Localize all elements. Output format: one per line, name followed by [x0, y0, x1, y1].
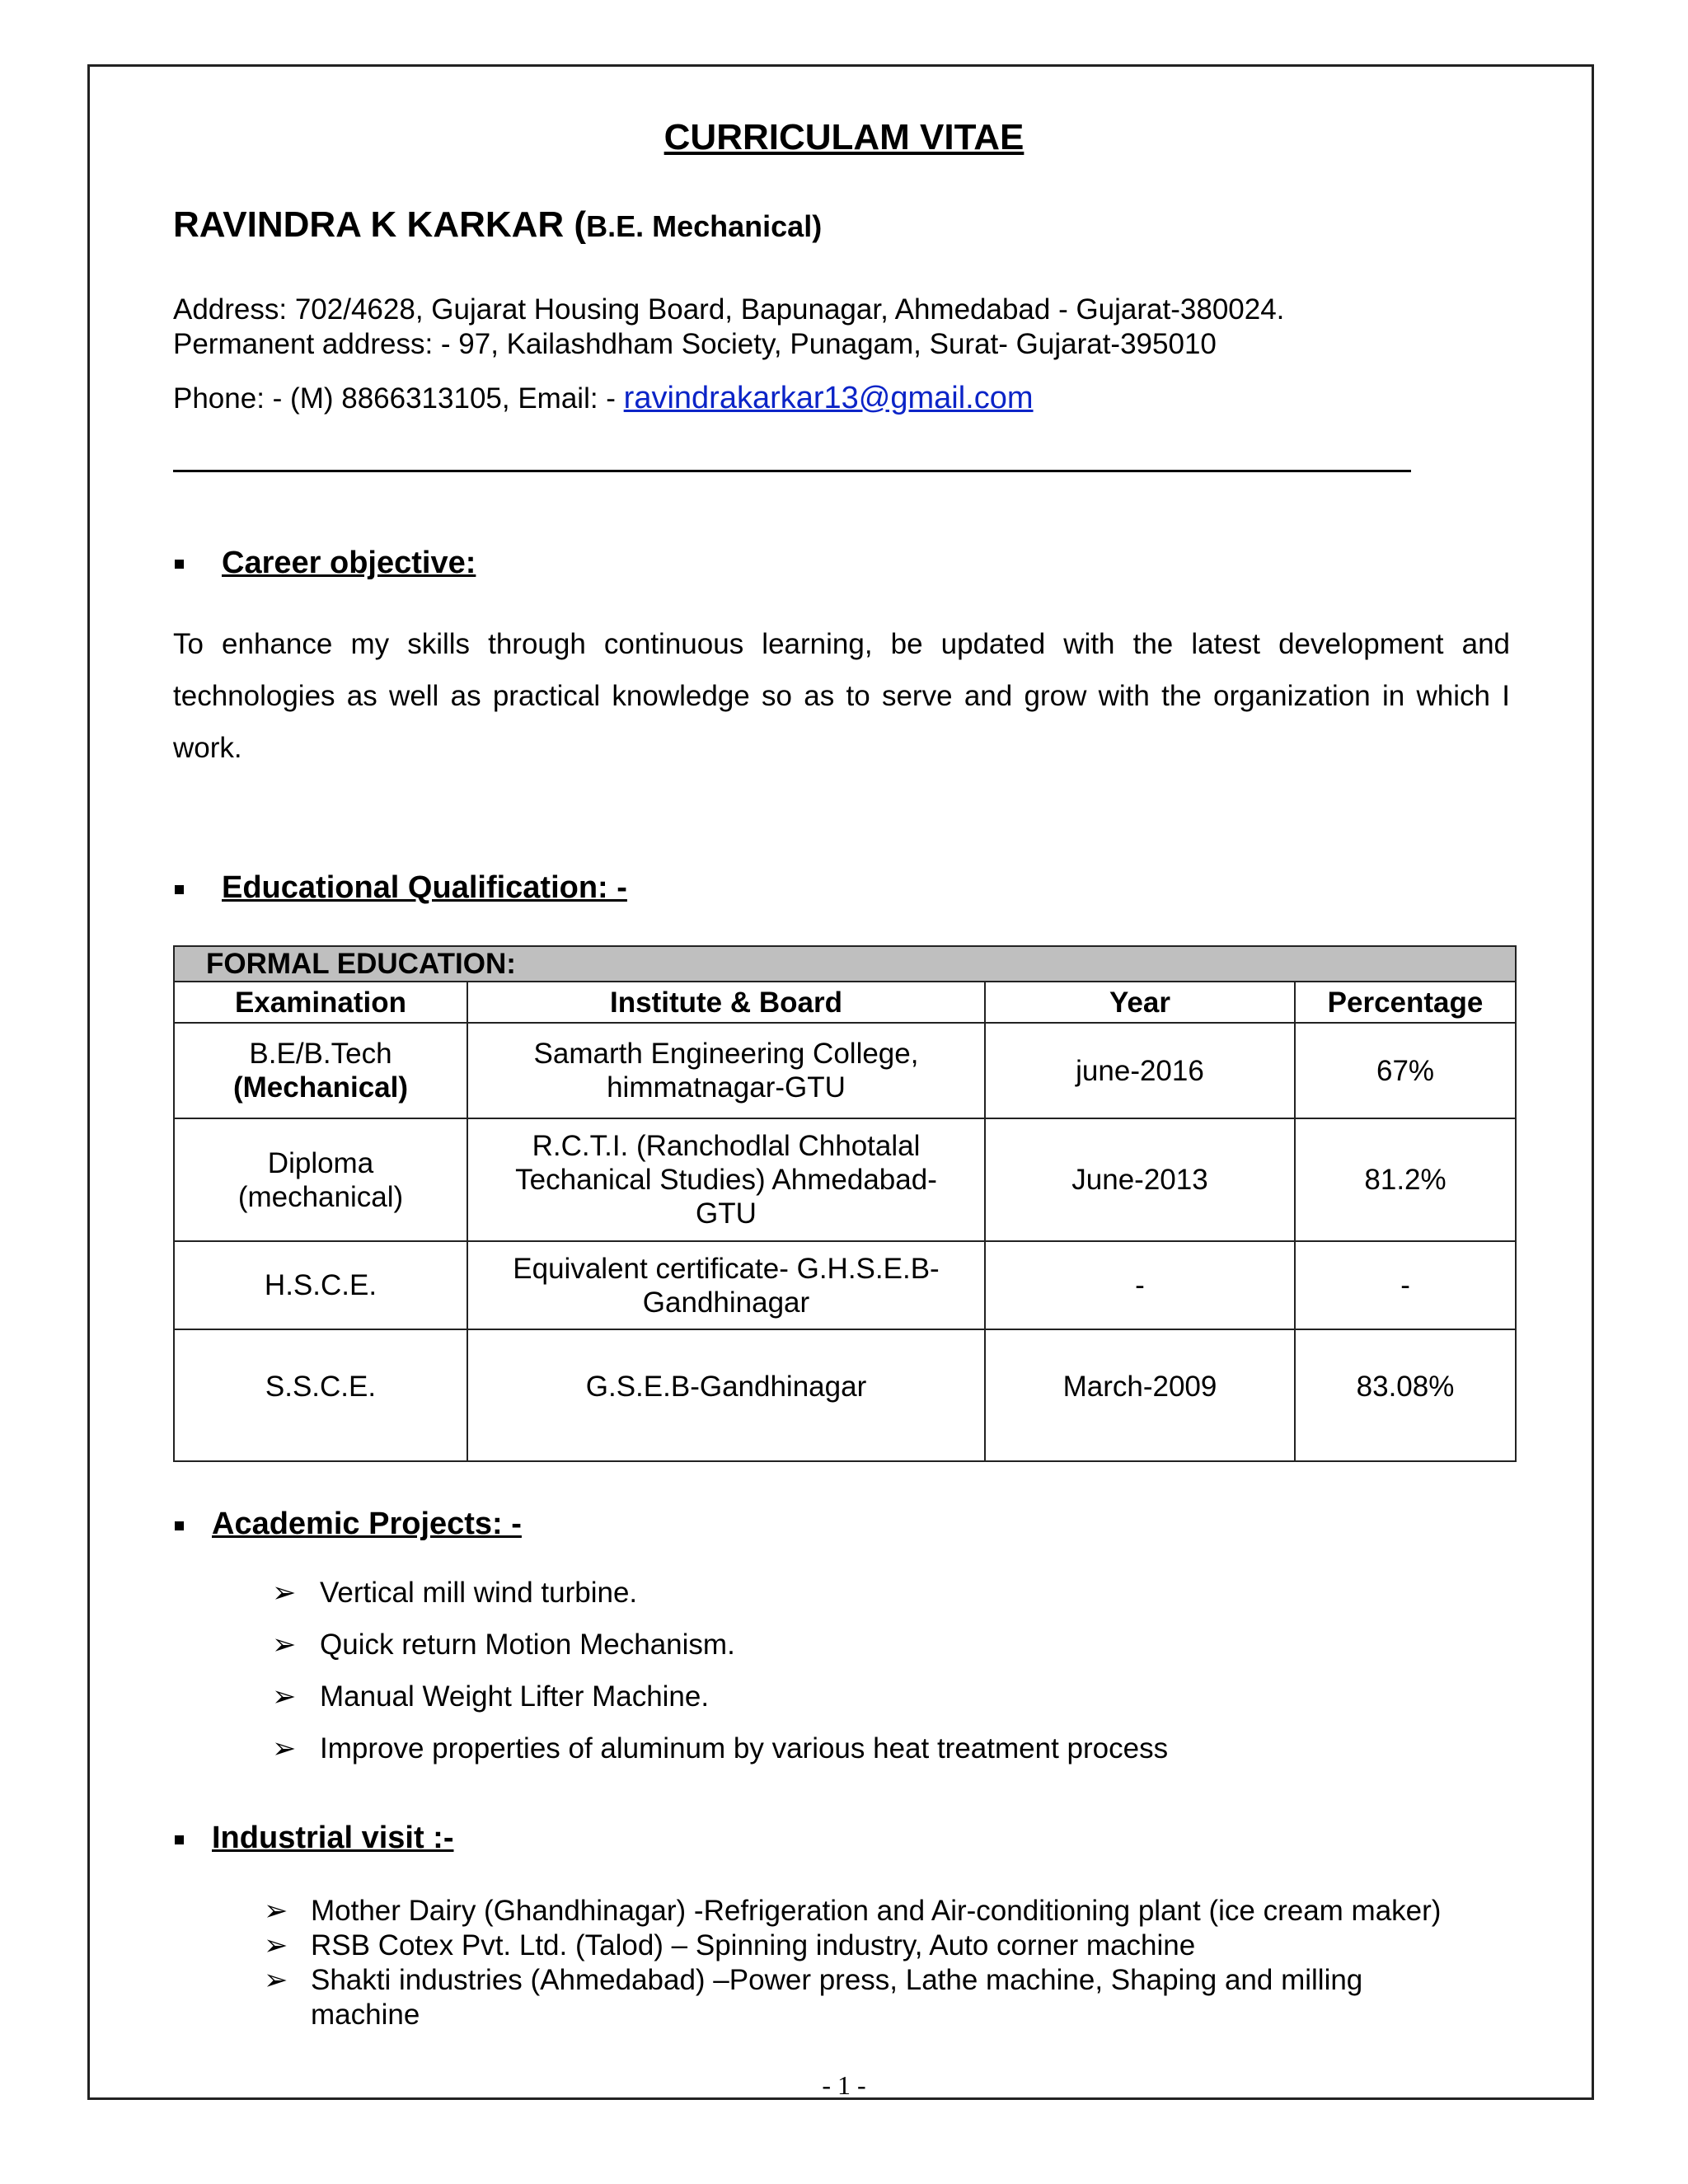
- list-item: [272, 1629, 1168, 1680]
- academic-projects-heading: Academic Projects: -: [212, 1507, 522, 1541]
- column-header: Institute & Board: [467, 982, 985, 1023]
- square-bullet-icon: [175, 1521, 184, 1530]
- career-objective-text: To enhance my skills through continuous learning, be updated with the latest development and technologies as well as practical knowledge so as to serve and grow with the organization in which I work.: [173, 628, 1510, 764]
- candidate-name-text: RAVINDRA K KARKAR (: [173, 204, 587, 245]
- email-link[interactable]: ravindrakarkar13@gmail.com: [623, 381, 1034, 415]
- industrial-visit-list: [264, 1895, 1441, 2033]
- exam-cell: H.S.C.E.: [174, 1241, 467, 1329]
- list-item-text: Manual Weight Lifter Machine.: [320, 1680, 710, 1713]
- exam-cell: [174, 1023, 467, 1118]
- formal-education-label: FORMAL EDUCATION:: [174, 946, 1516, 982]
- list-item-text: Shakti industries (Ahmedabad) –Power press, Lathe machine, Shaping and milling: [311, 1964, 1363, 1996]
- list-item-text: Quick return Motion Mechanism.: [320, 1629, 735, 1661]
- institute-cell: Equivalent certificate- G.H.S.E.B-Gandhinagar: [467, 1241, 985, 1329]
- arrow-bullet-icon: ➢: [264, 1895, 288, 1927]
- list-item: [272, 1680, 1168, 1732]
- table-row: [174, 1118, 1516, 1241]
- column-header: Year: [985, 982, 1295, 1023]
- year-cell: -: [985, 1241, 1295, 1329]
- percentage-cell: -: [1295, 1241, 1516, 1329]
- candidate-degree: B.E. Mechanical): [586, 209, 823, 243]
- percentage-cell: 81.2%: [1295, 1118, 1516, 1241]
- arrow-bullet-icon: ➢: [264, 1964, 288, 1996]
- phone-email-line: [173, 381, 1034, 416]
- arrow-bullet-icon: ➢: [272, 1680, 297, 1713]
- table-row: [174, 1329, 1516, 1461]
- institute-cell: R.C.T.I. (Ranchodlal Chhotalal Techanical Studies) Ahmedabad-GTU: [467, 1118, 985, 1241]
- table-row: [174, 1241, 1516, 1329]
- list-item-text: RSB Cotex Pvt. Ltd. (Talod) – Spinning industry, Auto corner machine: [311, 1929, 1196, 1961]
- square-bullet-icon: [175, 885, 184, 894]
- arrow-bullet-icon: ➢: [272, 1629, 297, 1661]
- career-objective-heading: Career objective:: [222, 546, 476, 580]
- page-number: - 1 -: [822, 2070, 866, 2100]
- arrow-bullet-icon: ➢: [272, 1577, 297, 1609]
- list-item-continuation: [264, 1999, 1441, 2033]
- list-item: [264, 1964, 1441, 1999]
- education-heading: Educational Qualification: -: [222, 870, 627, 905]
- column-header: Examination: [174, 982, 467, 1023]
- exam-cell: S.S.C.E.: [174, 1329, 467, 1461]
- list-item: [272, 1577, 1168, 1629]
- document-title: CURRICULAM VITAE: [663, 117, 1025, 157]
- exam-name: B.E/B.Tech: [249, 1038, 392, 1070]
- institute-cell: G.S.E.B-Gandhinagar: [467, 1329, 985, 1461]
- table-header-row: [174, 982, 1516, 1023]
- permanent-address: Permanent address: - 97, Kailashdham Society, Punagam, Surat- Gujarat-395010: [173, 328, 1217, 360]
- square-bullet-icon: [175, 1835, 184, 1844]
- education-table: [173, 945, 1517, 1462]
- table-row: [174, 1023, 1516, 1118]
- list-item-text: machine: [311, 1999, 420, 2031]
- list-item-text: Improve properties of aluminum by various heat treatment process: [320, 1732, 1169, 1765]
- address: Address: 702/4628, Gujarat Housing Board, Bapunagar, Ahmedabad - Gujarat-380024.: [173, 293, 1285, 326]
- list-item: [264, 1895, 1441, 1929]
- year-cell: june-2016: [985, 1023, 1295, 1118]
- year-cell: March-2009: [985, 1329, 1295, 1461]
- list-item-text: Mother Dairy (Ghandhinagar) -Refrigeration and Air-conditioning plant (ice cream maker): [311, 1895, 1442, 1927]
- arrow-bullet-icon: ➢: [272, 1732, 297, 1765]
- percentage-cell: 67%: [1295, 1023, 1516, 1118]
- list-item-text: Vertical mill wind turbine.: [320, 1577, 638, 1609]
- list-item: [264, 1929, 1441, 1964]
- exam-cell: Diploma (mechanical): [174, 1118, 467, 1241]
- industrial-visit-heading: Industrial visit :-: [212, 1821, 454, 1855]
- percentage-cell: 83.08%: [1295, 1329, 1516, 1461]
- formal-education-row: [174, 946, 1516, 982]
- list-item: [272, 1732, 1168, 1784]
- academic-projects-list: [272, 1577, 1168, 1784]
- exam-subtitle: (Mechanical): [233, 1071, 408, 1104]
- candidate-name: [173, 204, 822, 246]
- square-bullet-icon: [175, 560, 184, 569]
- column-header: Percentage: [1295, 982, 1516, 1023]
- arrow-bullet-icon: ➢: [264, 1929, 288, 1961]
- year-cell: June-2013: [985, 1118, 1295, 1241]
- header-divider: [173, 470, 1411, 472]
- phone: Phone: - (M) 8866313105, Email: -: [173, 382, 624, 415]
- institute-cell: Samarth Engineering College, himmatnagar-GTU: [467, 1023, 985, 1118]
